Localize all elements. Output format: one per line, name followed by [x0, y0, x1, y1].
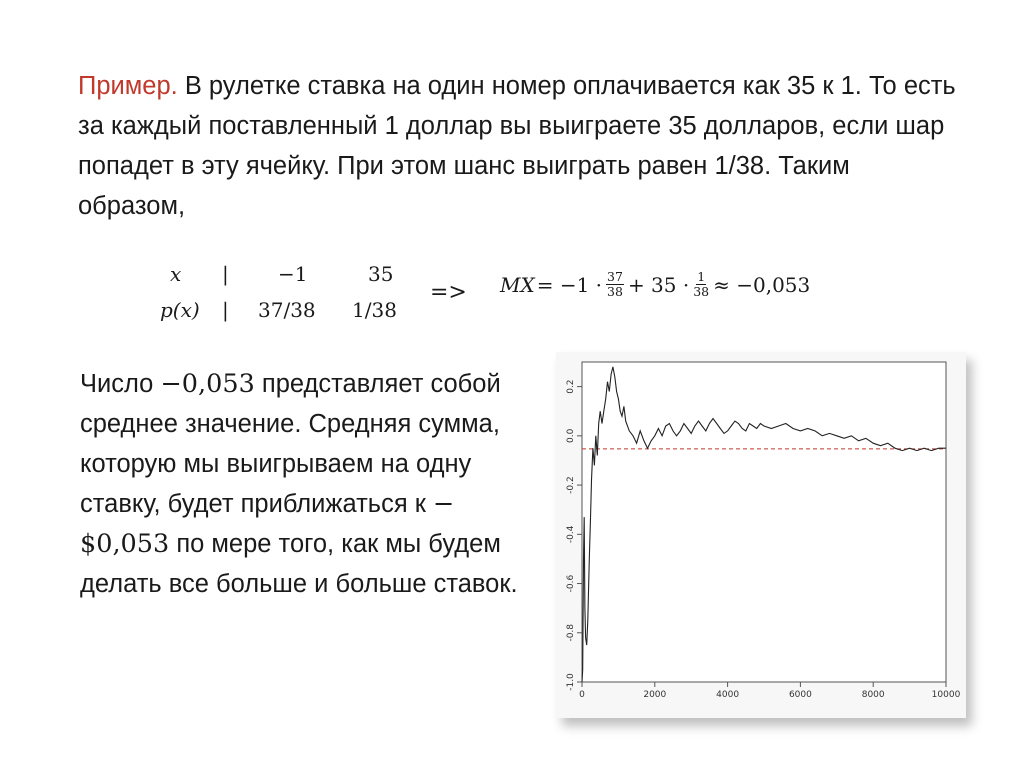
y-tick-label: 0.2 [566, 379, 576, 394]
fraction-1-38 [693, 270, 709, 299]
fraction-37-38 [606, 270, 624, 299]
y-tick-label: 0.0 [566, 428, 576, 444]
p-label: p(x) [160, 298, 200, 322]
conclusion-part-1: Число [80, 370, 161, 398]
plot-area [582, 362, 946, 682]
x-tick-label: 8000 [861, 690, 885, 700]
p-value-2: 1/38 [352, 298, 397, 322]
fraction-denominator: 38 [693, 284, 710, 299]
x-tick-label: 0 [579, 690, 585, 700]
running-average-chart [556, 352, 966, 718]
y-tick-label: -0.4 [566, 525, 576, 544]
x-tick-label: 2000 [643, 690, 667, 700]
p-separator: | [222, 298, 229, 322]
mx-mid: + 35 · [627, 272, 690, 297]
fraction-numerator: 1 [697, 269, 706, 284]
x-tick-label: 6000 [788, 690, 812, 700]
y-tick-label: -0.6 [566, 574, 576, 593]
example-label: Пример. [78, 72, 178, 100]
x-value-2: 35 [368, 262, 394, 286]
chart-svg [556, 352, 966, 718]
mx-symbol: MX [500, 272, 535, 297]
x-tick-label: 4000 [716, 690, 740, 700]
fraction-denominator: 38 [607, 284, 623, 299]
x-tick-label: 10000 [931, 690, 961, 700]
x-value-1: −1 [278, 262, 308, 286]
intro-paragraph [78, 66, 958, 226]
y-tick-label: -0.2 [566, 476, 576, 494]
p-value-1: 37/38 [258, 298, 316, 322]
intro-text: В рулетке ставка на один номер оплачивается как 35 к 1. То есть за каждый поставленный 1 доллар вы выиграете 35 долларов, если шар попадет в эту ячейку. При этом шанс выиграть равен 1/38. Таким образом, [78, 72, 956, 220]
x-label: x [170, 262, 182, 286]
mx-eq: = −1 · [536, 272, 603, 297]
implication-arrow: => [430, 280, 467, 305]
conclusion-part-3: по мере того, как мы будем делать все больше и больше ставок. [80, 530, 518, 598]
expectation-formula [500, 270, 810, 299]
mean-money-value: −$0,053 [80, 489, 455, 559]
x-separator: | [222, 262, 229, 286]
mx-result: ≈ −0,053 [713, 272, 811, 297]
conclusion-paragraph [80, 364, 540, 604]
y-tick-label: -1.0 [566, 673, 576, 691]
fraction-numerator: 37 [607, 269, 623, 284]
mean-value: −0,053 [160, 369, 255, 399]
y-tick-label: -0.8 [566, 623, 576, 642]
conclusion-part-2: представляет собой среднее значение. Средняя сумма, которую мы выигрываем на одну ставку, будет приближаться к [80, 370, 501, 518]
